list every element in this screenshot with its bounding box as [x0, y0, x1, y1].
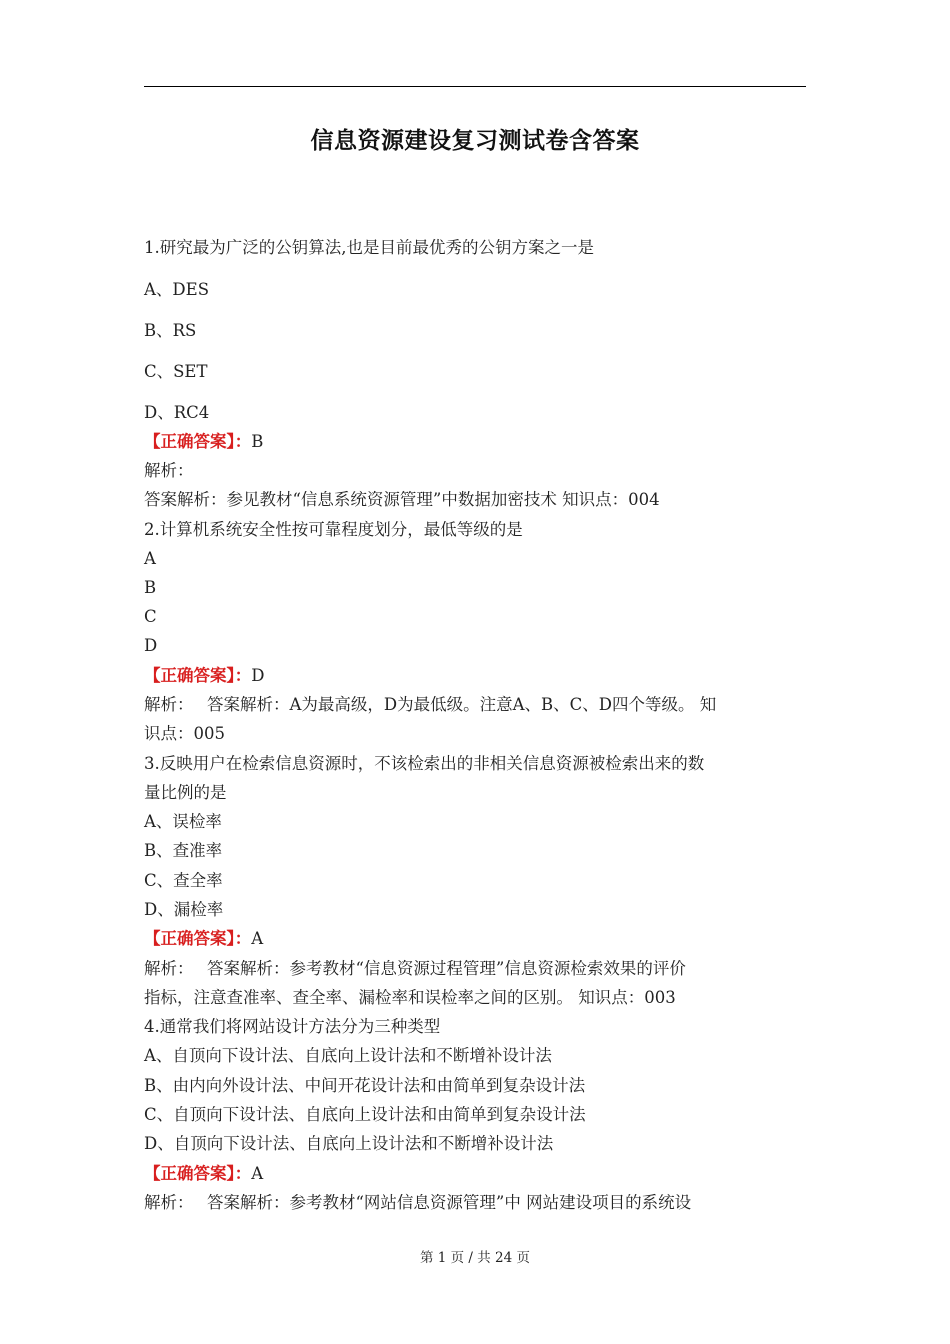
answer-value: D: [251, 666, 265, 685]
question-4-option-b: B、由内向外设计法、中间开花设计法和由简单到复杂设计法: [144, 1076, 586, 1095]
page-number: 第 1 页 / 共 24 页: [419, 1250, 531, 1266]
question-2-stem: 2.计算机系统安全性按可靠程度划分，最低等级的是: [144, 520, 523, 539]
question-4-stem: 4.通常我们将网站设计方法分为三种类型: [144, 1017, 441, 1036]
question-1-option-b: B、RS: [144, 321, 197, 340]
question-3-analysis-line-1: 解析： 答案解析：参考教材“信息资源过程管理”信息资源检索效果的评价: [144, 959, 686, 978]
question-3-option-c: C、查全率: [144, 871, 223, 890]
question-3-option-b: B、查准率: [144, 841, 223, 860]
document-title: 信息资源建设复习测试卷含答案: [310, 128, 640, 154]
question-2-analysis-line-2: 识点：005: [144, 724, 225, 743]
question-3-option-a: A、误检率: [144, 812, 222, 831]
question-2-answer: [144, 665, 264, 687]
question-3-analysis-line-2: 指标，注意查准率、查全率、漏检率和误检率之间的区别。 知识点：003: [144, 988, 676, 1007]
question-2-analysis-line-1: 解析： 答案解析：A为最高级，D为最低级。注意A、B、C、D四个等级。 知: [144, 695, 717, 714]
answer-label: 【正确答案】：: [144, 432, 252, 451]
question-3-stem-line-1: 3.反映用户在检索信息资源时，不该检索出的非相关信息资源被检索出来的数: [144, 754, 705, 773]
answer-label: 【正确答案】：: [144, 666, 252, 685]
question-1-option-d: D、RC4: [144, 403, 210, 422]
question-3-stem-line-2: 量比例的是: [144, 783, 227, 802]
question-2-option-a: A: [144, 549, 156, 568]
question-3-option-d: D、漏检率: [144, 900, 224, 919]
answer-label: 【正确答案】：: [144, 929, 252, 948]
header-rule: [144, 86, 806, 87]
question-1-answer: [144, 431, 263, 453]
question-4-analysis-line-1: 解析： 答案解析：参考教材“网站信息资源管理”中 网站建设项目的系统设: [144, 1193, 692, 1212]
question-2-option-d: D: [144, 636, 158, 655]
question-1-option-a: A、DES: [144, 280, 209, 299]
question-4-option-d: D、自顶向下设计法、自底向上设计法和不断增补设计法: [144, 1134, 554, 1153]
question-3-answer: [144, 928, 263, 950]
question-2-option-c: C: [144, 607, 157, 626]
question-4-option-a: A、自顶向下设计法、自底向上设计法和不断增补设计法: [144, 1046, 552, 1065]
answer-value: A: [251, 929, 264, 948]
question-4-answer: [144, 1163, 263, 1185]
answer-value: B: [251, 432, 264, 451]
question-1-analysis-text: 答案解析：参见教材“信息系统资源管理”中数据加密技术 知识点：004: [144, 490, 660, 509]
question-4-option-c: C、自顶向下设计法、自底向上设计法和由简单到复杂设计法: [144, 1105, 586, 1124]
question-1-stem: 1.研究最为广泛的公钥算法,也是目前最优秀的公钥方案之一是: [144, 238, 594, 257]
answer-label: 【正确答案】：: [144, 1164, 252, 1183]
question-1-option-c: C、SET: [144, 362, 208, 381]
answer-value: A: [251, 1164, 264, 1183]
question-1-analysis-label: 解析：: [144, 461, 194, 480]
question-2-option-b: B: [144, 578, 157, 597]
